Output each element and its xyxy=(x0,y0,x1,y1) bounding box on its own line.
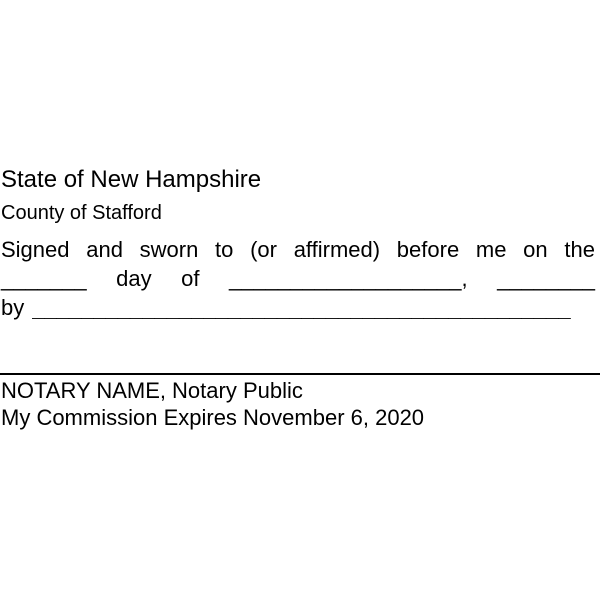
county-line: County of Stafford xyxy=(1,202,162,224)
jurat-statement xyxy=(1,239,595,261)
year-blank: ________ xyxy=(497,266,595,291)
day-blank: _______ xyxy=(1,266,87,291)
day-word: day xyxy=(116,266,152,291)
commission-expiry: My Commission Expires November 6, 2020 xyxy=(1,405,425,430)
jurat-word: (or xyxy=(250,237,277,262)
date-line xyxy=(1,268,595,290)
notary-title: Notary Public xyxy=(172,378,303,403)
signer-line xyxy=(1,297,595,319)
jurat-word: affirmed) xyxy=(293,237,381,262)
jurat-word: sworn xyxy=(139,237,199,262)
signature-rule xyxy=(0,373,600,375)
jurat-word: the xyxy=(564,237,595,262)
by-label: by xyxy=(1,295,25,320)
signer-blank: ____________________________________________ xyxy=(32,297,571,319)
notary-name: NOTARY NAME, xyxy=(1,378,167,403)
jurat-word: me xyxy=(475,237,507,262)
month-blank: ___________________, xyxy=(229,266,468,291)
of-word: of xyxy=(181,266,200,291)
state-heading: State of New Hampshire xyxy=(1,166,262,193)
jurat-word: Signed xyxy=(1,237,70,262)
jurat-word: on xyxy=(523,237,548,262)
notary-line xyxy=(1,380,303,402)
jurat-word: and xyxy=(86,237,123,262)
jurat-word: before xyxy=(396,237,460,262)
jurat-word: to xyxy=(215,237,234,262)
